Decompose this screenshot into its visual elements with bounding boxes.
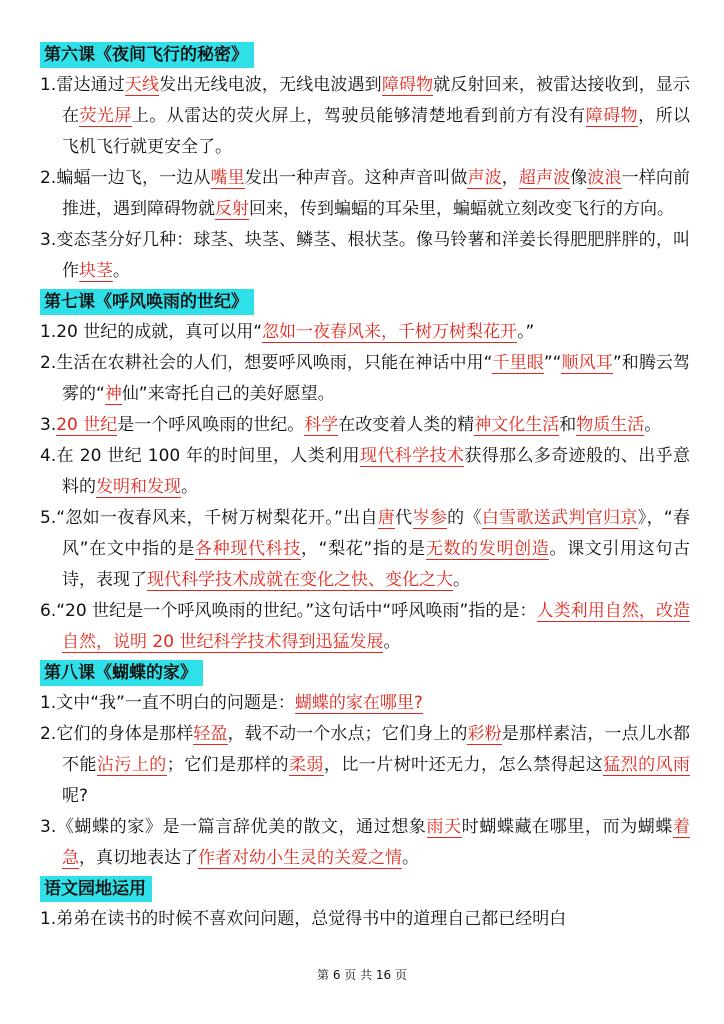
list-item [40, 70, 690, 163]
answer-text: 神 [104, 384, 122, 404]
body-text: 和 [559, 415, 577, 435]
body-text: 一样向前推进，遇到障碍物就 [62, 168, 691, 219]
answer-text: 超声波 [518, 168, 571, 188]
body-text: 。 [383, 632, 401, 652]
answer-text: 各种现代科技 [195, 539, 301, 559]
answer-text: 嘴里 [210, 168, 245, 188]
list-item [40, 441, 690, 503]
answer-text: 忽如一夜春风来，千树万树梨花开 [262, 322, 518, 342]
answer-text: 蝴蝶的家在哪里? [294, 693, 423, 713]
body-text: 6.“20 世纪是一个呼风唤雨的世纪。”这句话中“呼风唤雨”指的是： [40, 601, 537, 621]
body-text: 1.20 世纪的成就，真可以用“ [40, 322, 263, 342]
body-text: 。” [517, 322, 535, 342]
answer-text: 千里眼 [492, 353, 544, 373]
body-text: ， [501, 168, 519, 188]
body-text: 。 [402, 848, 419, 868]
answer-text: 现代科学技术成就在变化之快、变化之大 [147, 570, 453, 590]
answer-text: 20 世纪 [56, 415, 118, 435]
body-text: 5.“忽如一夜春风来，千树万树梨花开。”出自 [40, 508, 378, 528]
answer-text: 人类利用自然，改造自然，说明 20 世纪科学技术得到迅猛发展 [62, 601, 690, 652]
answer-text: 神文化生活 [474, 415, 560, 435]
body-text: 3. [40, 415, 57, 435]
answer-text: 雨天 [426, 817, 462, 837]
body-text: 3.变态茎分好几种：球茎、块茎、鳞茎、根状茎。像马铃薯和洋姜长得肥肥胖胖的，叫作 [40, 230, 690, 281]
body-text: 》，“春风”在文中指的是 [62, 508, 691, 559]
list-item [40, 688, 690, 719]
body-text: 在改变着人类的精 [338, 415, 475, 435]
body-text: 是一个呼风唤雨的世纪。 [117, 415, 305, 435]
list-item [40, 410, 690, 441]
section-title: 第六课《夜间飞行的秘密》 [40, 42, 254, 68]
answer-text: 轻盈 [193, 724, 228, 744]
answer-text: 科学 [304, 415, 339, 435]
body-text: 。 [113, 261, 130, 281]
body-text: 。 [453, 570, 470, 590]
answer-text: 作者对幼小生灵的关爱之情 [198, 848, 402, 868]
list-item [40, 348, 690, 410]
body-text: ，真切地表达了 [79, 848, 198, 868]
answer-text: 天线 [124, 75, 160, 95]
answer-text: 岑参 [412, 508, 448, 528]
list-item [40, 719, 690, 812]
answer-text: 障碍物 [381, 75, 434, 95]
answer-text: 声波 [467, 168, 502, 188]
page-footer: 第 6 页 共 16 页 [317, 968, 407, 982]
body-text: 回来，传到蝙蝠的耳朵里，蝙蝠就立刻改变飞行的方向。 [249, 199, 674, 219]
answer-text: 唐 [377, 508, 396, 528]
body-text: 时蝴蝶藏在哪里，而为蝴蝶 [461, 817, 674, 837]
body-text: 2.蝙蝠一边飞，一边从 [40, 168, 211, 188]
body-text: 3.《蝴蝶的家》是一篇言辞优美的散文，通过想象 [40, 817, 427, 837]
body-text: 2.它们的身体是那样 [40, 724, 194, 744]
answer-text: 柔弱 [288, 755, 324, 775]
body-text: 上。从雷达的荧火屏上，驾驶员能够清楚地看到前方有没有 [131, 106, 586, 126]
body-text: ”“ [543, 353, 562, 373]
list-item [40, 812, 690, 874]
body-text: 呢? [62, 786, 89, 806]
answer-text: 障碍物 [585, 106, 639, 126]
body-text: ，载不动一个水点；它们身上的 [227, 724, 468, 744]
body-text: 2.生活在农耕社会的人们，想要呼风唤雨，只能在神话中用“ [40, 353, 493, 373]
body-text: ，比一片树叶还无力，怎么禁得起这 [323, 755, 604, 775]
answer-text: 反射 [215, 199, 249, 219]
answer-text: 物质生活 [576, 415, 645, 435]
answer-text: 无数的发明创造 [425, 539, 550, 559]
answer-text: 白雪歌送武判官归京 [481, 508, 638, 528]
body-text: 。 [644, 415, 662, 435]
list-item [40, 596, 690, 658]
answer-text: 发明和发现 [96, 477, 181, 497]
body-text: 获得那么多奇迹般的、出乎意料的 [62, 446, 691, 497]
answer-text: 块茎 [79, 261, 113, 281]
body-text: 发出无线电波，无线电波遇到 [159, 75, 382, 95]
body-text: 1.雷达通过 [40, 75, 125, 95]
body-text: 的《 [447, 508, 482, 528]
answer-text: 着急 [62, 817, 691, 868]
body-text: 是那样素洁，一点儿水都不能 [62, 724, 691, 775]
answer-text: 猛烈的风雨 [603, 755, 691, 775]
list-item [40, 503, 690, 596]
list-item [40, 225, 690, 287]
section-title: 第八课《蝴蝶的家》 [40, 660, 203, 686]
body-text: 1.弟弟在读书的时候不喜欢问问题，总觉得书中的道理自己都已经明白 [40, 909, 567, 929]
section-title: 第七课《呼风唤雨的世纪》 [40, 289, 254, 315]
body-text: 像 [570, 168, 588, 188]
answer-text: 现代科学技术 [359, 446, 465, 466]
body-text: ，“梨花”指的是 [300, 539, 426, 559]
answer-text: 荧光屏 [79, 106, 132, 126]
body-text: ；它们是那样的 [166, 755, 289, 775]
answer-text: 波浪 [587, 168, 622, 188]
list-item [40, 317, 690, 348]
body-text: 仙”来寄托自己的美好愿望。 [121, 384, 335, 404]
body-text: 4.在 20 世纪 100 年的时间里，人类利用 [40, 446, 360, 466]
body-text: 1.文中“我”一直不明白的问题是： [40, 693, 295, 713]
body-text: ”和腾云驾雾的“ [62, 353, 691, 404]
body-text: 代 [395, 508, 413, 528]
list-item [40, 904, 690, 935]
list-item [40, 163, 690, 225]
answer-text: 彩粉 [467, 724, 502, 744]
body-text: 。 [181, 477, 198, 497]
document-body [40, 40, 690, 935]
answer-text: 顺风耳 [561, 353, 613, 373]
answer-text: 沾污上的 [96, 755, 167, 775]
body-text: 就反射回来，被雷达接收到，显示在 [62, 75, 691, 126]
section-title: 语文园地运用 [40, 876, 152, 902]
body-text: ，所以飞机飞行就更安全了。 [62, 106, 691, 157]
body-text: 发出一种声音。这种声音叫做 [244, 168, 468, 188]
body-text: 。课文引用这句古诗，表现了 [62, 539, 691, 590]
